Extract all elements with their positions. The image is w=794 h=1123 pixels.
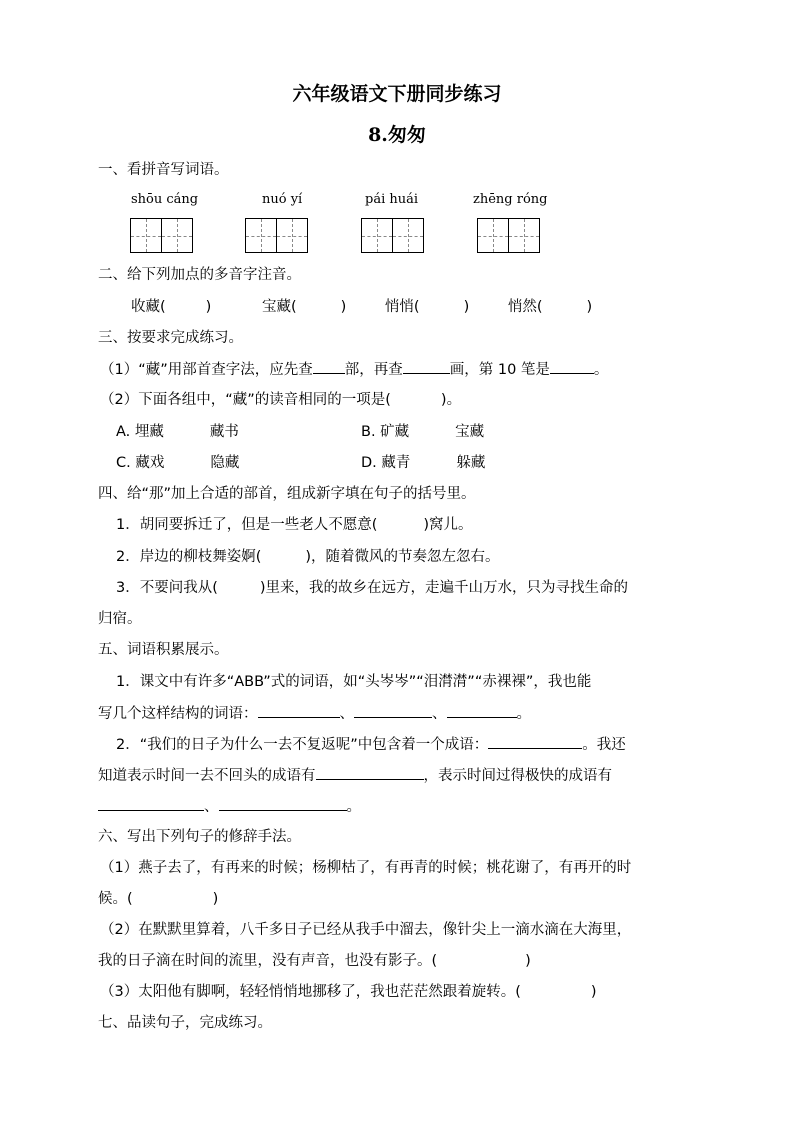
- q-text: 我的日子滴在时间的流里，没有声音，也没有影子。(: [98, 953, 438, 969]
- s5-question-2-cont: [98, 765, 612, 786]
- q-text: 2．“我们的日子为什么一去不复返呢”中包含着一个成语：: [116, 737, 489, 753]
- answer-blank[interactable]: [488, 734, 582, 749]
- option-b[interactable]: [361, 422, 484, 442]
- answer-blank[interactable]: [258, 703, 340, 718]
- s5-question-1: 1．课文中有许多“ABB”式的词语，如“头岑岑”“泪潸潸”“赤裸裸”，我也能: [116, 674, 592, 690]
- section-6-heading: 六、写出下列句子的修辞手法。: [98, 829, 301, 845]
- tianzige-box-4[interactable]: [477, 218, 540, 254]
- q-text: 1．胡同要拆迁了，但是一些老人不愿意(: [116, 517, 378, 533]
- s6-question-1-cont: [98, 889, 218, 909]
- bracket-close: ): [463, 299, 470, 315]
- q-text: ): [525, 953, 531, 969]
- option-text: C. 藏戏: [116, 455, 165, 471]
- tianzige-box-3[interactable]: [361, 218, 424, 254]
- option-text: A. 埋藏: [116, 424, 164, 440]
- section-4-heading: 四、给“那”加上合适的部首，组成新字填在句子的括号里。: [98, 486, 476, 502]
- q-text: 。: [346, 799, 361, 815]
- q-text: 。: [593, 362, 609, 378]
- section-7-heading: 七、品读句子，完成练习。: [98, 1015, 272, 1031]
- q-text: 画，第 10 笔是: [449, 362, 550, 378]
- section-5-heading: 五、词语积累展示。: [98, 642, 229, 658]
- q-text: )，随着微风的节奏忽左忽右。: [305, 549, 500, 565]
- s4-question-3-cont: 归宿。: [98, 611, 142, 627]
- answer-blank[interactable]: [403, 359, 450, 374]
- s6-question-2-cont: [98, 951, 531, 971]
- s3-question-1: [100, 359, 608, 380]
- q-text: 2．岸边的柳枝舞姿婀(: [116, 549, 262, 565]
- q-text: ): [212, 891, 219, 907]
- q-text: 。我还: [582, 737, 626, 753]
- polyphone-row: [131, 297, 592, 317]
- polyphone-1: 收藏(: [131, 299, 166, 315]
- option-text: D. 藏青: [361, 455, 411, 471]
- q-text: 知道表示时间一去不回头的成语有: [98, 768, 316, 784]
- q-text: 、: [204, 799, 219, 815]
- option-text: 躲藏: [456, 455, 486, 471]
- q-text: )窝儿。: [423, 517, 473, 533]
- polyphone-2: 宝藏(: [261, 299, 297, 315]
- answer-blank[interactable]: [316, 765, 424, 780]
- option-a[interactable]: [116, 422, 239, 442]
- pinyin-4: zhēng róng: [473, 192, 548, 207]
- answer-blank[interactable]: [98, 796, 204, 811]
- section-2-heading: 二、给下列加点的多音字注音。: [98, 267, 301, 283]
- option-text: 藏书: [209, 424, 239, 440]
- pinyin-3: pái huái: [365, 192, 419, 207]
- s6-question-3: [100, 982, 597, 1002]
- q-text: )。: [440, 392, 462, 408]
- tianzige-box-1[interactable]: [130, 218, 193, 254]
- option-d[interactable]: [361, 453, 485, 473]
- bracket-close: ): [340, 299, 347, 315]
- q-text: 部，再查: [344, 362, 403, 378]
- q-text: 候。(: [98, 891, 133, 907]
- q-text: ，表示时间过得极快的成语有: [423, 768, 612, 784]
- s4-question-2: [116, 547, 500, 567]
- option-c[interactable]: [116, 453, 239, 473]
- answer-blank[interactable]: [313, 359, 345, 374]
- section-3-heading: 三、按要求完成练习。: [98, 330, 243, 346]
- q-text: 写几个这样结构的词语：: [98, 706, 258, 722]
- q-text: （1）“藏”用部首查字法，应先查: [100, 362, 313, 378]
- q-text: 3．不要问我从(: [116, 580, 218, 596]
- q-text: 、: [339, 706, 354, 722]
- answer-blank[interactable]: [550, 359, 594, 374]
- s4-question-3: [116, 578, 628, 598]
- bracket-close: ): [205, 299, 212, 315]
- q-text: ): [590, 984, 597, 1000]
- s5-question-2: [116, 734, 626, 755]
- option-text: B. 矿藏: [361, 424, 410, 440]
- pinyin-2: nuó yí: [262, 192, 303, 207]
- pinyin-1: shōu cáng: [131, 192, 199, 207]
- s3-question-2: [100, 390, 461, 410]
- q-text: （3）太阳他有脚啊，轻轻悄悄地挪移了，我也茫茫然跟着旋转。(: [100, 984, 521, 1000]
- bracket-close: ): [586, 299, 593, 315]
- answer-blank[interactable]: [354, 703, 432, 718]
- q-text: 。: [516, 706, 531, 722]
- option-text: 隐藏: [210, 455, 240, 471]
- tianzige-box-2[interactable]: [245, 218, 308, 254]
- q-text: 、: [432, 706, 447, 722]
- polyphone-4: 悄然(: [507, 299, 543, 315]
- worksheet-title: 六年级语文下册同步练习: [292, 83, 502, 105]
- s4-question-1: [116, 515, 473, 535]
- q-text: （2）下面各组中，“藏”的读音相同的一项是(: [100, 392, 391, 408]
- q-text: )里来，我的故乡在远方，走遍千山万水，只为寻找生命的: [259, 580, 629, 596]
- s6-question-2: （2）在默默里算着，八千多日子已经从我手中溜去，像针尖上一滴水滴在大海里，: [100, 922, 632, 938]
- lesson-title: 8.匆匆: [368, 124, 426, 146]
- s5-question-1-cont: [98, 703, 531, 724]
- answer-blank[interactable]: [219, 796, 347, 811]
- option-text: 宝藏: [455, 424, 485, 440]
- s6-question-1: （1）燕子去了，有再来的时候；杨柳枯了，有再青的时候；桃花谢了，有再开的时: [100, 860, 632, 876]
- section-1-heading: 一、看拼音写词语。: [98, 162, 229, 178]
- polyphone-3: 悄悄(: [384, 299, 420, 315]
- answer-blank[interactable]: [447, 703, 517, 718]
- s5-question-2-cont2: [98, 796, 361, 817]
